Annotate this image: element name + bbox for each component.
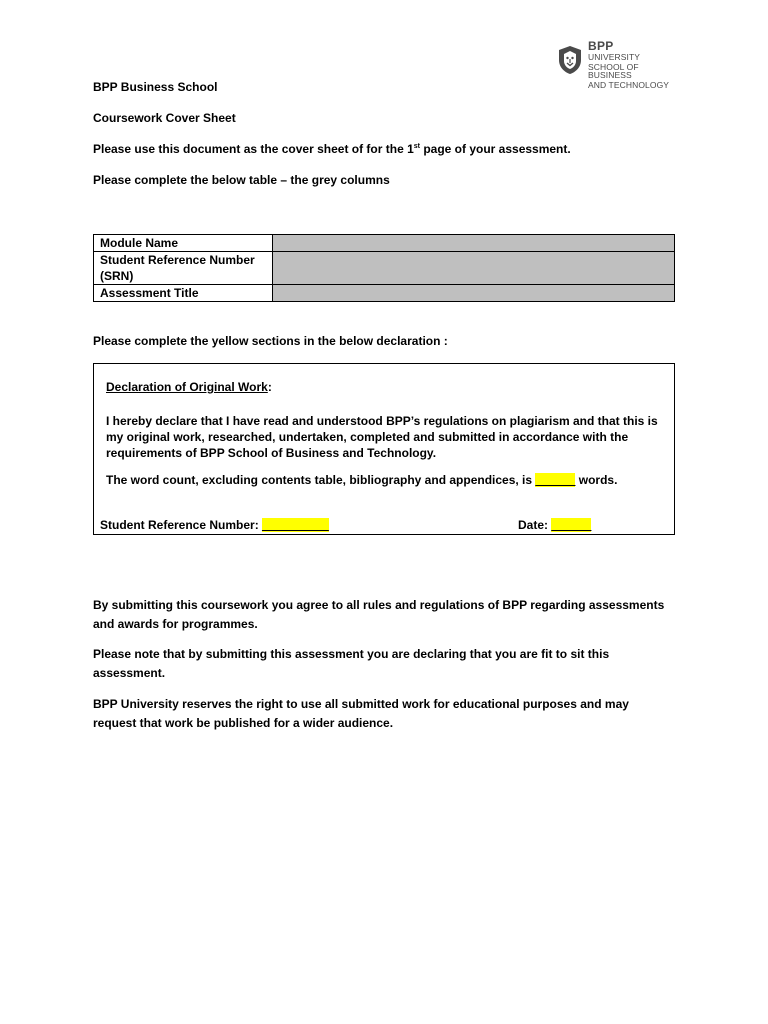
declaration-title-colon: : [267, 380, 272, 394]
logo-line-2: SCHOOL OF BUSINESS [588, 61, 639, 80]
logo-line-1: UNIVERSITY [588, 52, 641, 62]
word-count-statement [106, 473, 617, 487]
assessment-title-label: Assessment Title [94, 285, 273, 302]
declaration-instruction: Please complete the yellow sections in the below declaration : [93, 334, 448, 348]
date-line [518, 518, 591, 532]
cover-instruction [93, 142, 571, 156]
word-count-suffix: words. [575, 473, 618, 487]
usage-rights-paragraph: BPP University reserves the right to use all submitted work for educational purposes and may request that work be published for a wider audience. [93, 697, 629, 730]
srn-label: Student Reference Number (SRN) [94, 252, 273, 285]
declaration-body: I hereby declare that I have read and understood BPP’s regulations on plagiarism and that this is my original work, researched, undertaken, completed and submitted in accordance with the requirements of BPP School of Business and Technology. [106, 414, 658, 460]
ordinal-suffix: st [413, 143, 420, 150]
srn-signature-label: Student Reference Number: [100, 518, 263, 532]
srn-field[interactable] [273, 252, 675, 285]
word-count-field[interactable]: ______ [535, 473, 576, 487]
table-instruction: Please complete the below table – the grey columns [93, 173, 390, 187]
assessment-title-field[interactable] [273, 285, 675, 302]
fitness-declaration-paragraph: Please note that by submitting this assessment you are declaring that you are fit to sit this assessment. [93, 647, 610, 680]
logo-wordmark [588, 40, 678, 89]
table-row [94, 235, 675, 252]
date-field[interactable]: ______ [551, 518, 592, 532]
rules-agreement-paragraph: By submitting this coursework you agree to all rules and regulations of BPP regarding assessments and awards for programmes. [93, 598, 665, 631]
module-name-field[interactable] [273, 235, 675, 252]
declaration-title: Declaration of Original Work [106, 380, 268, 394]
lion-shield-icon [558, 45, 582, 75]
student-info-table [93, 234, 675, 302]
declaration-heading [106, 380, 272, 394]
bpp-logo [558, 39, 678, 90]
school-name: BPP Business School [93, 80, 218, 94]
logo-line-3: AND TECHNOLOGY [588, 79, 670, 90]
date-label: Date: [518, 518, 552, 532]
table-row [94, 252, 675, 285]
word-count-text: The word count, excluding contents table, bibliography and appendices, is [106, 473, 536, 487]
srn-signature-line [100, 518, 329, 532]
table-row [94, 285, 675, 302]
cover-instruction-text: Please use this document as the cover sheet of for the 1 [93, 142, 414, 156]
page-title: Coursework Cover Sheet [93, 111, 236, 125]
srn-signature-field[interactable]: __________ [262, 518, 329, 532]
module-name-label: Module Name [94, 235, 273, 252]
cover-instruction-rest: page of your assessment. [420, 142, 571, 156]
logo-brand: BPP [588, 39, 614, 53]
declaration-box [93, 363, 675, 535]
